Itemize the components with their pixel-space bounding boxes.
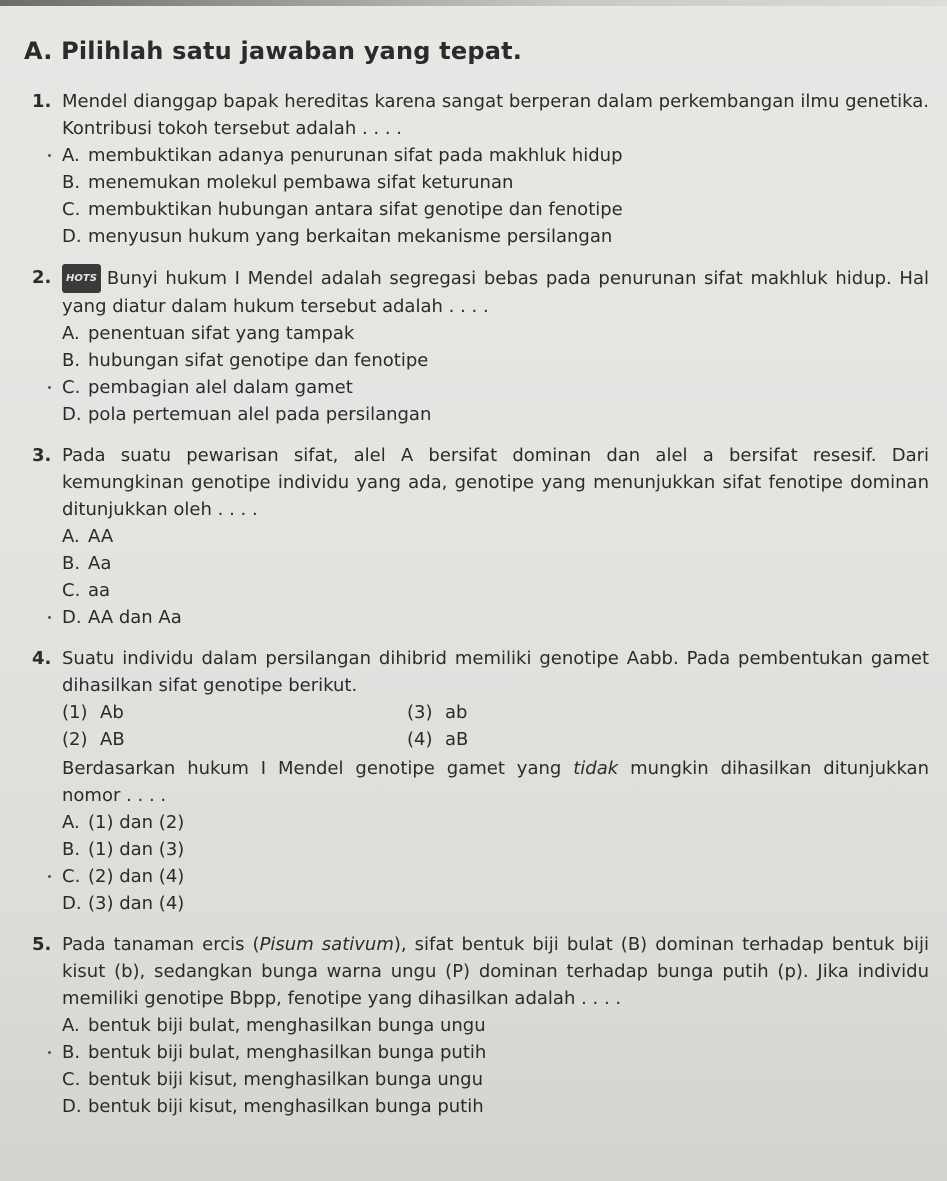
option-letter: A. [62, 812, 80, 833]
option-text: penentuan sifat yang tampak [88, 323, 355, 344]
question-body: Pada tanaman ercis ( [62, 934, 260, 955]
option-c[interactable] [62, 577, 929, 604]
option-text: Aa [88, 553, 112, 574]
option-letter: C. [62, 866, 81, 887]
option-text: bentuk biji kisut, menghasilkan bunga putih [88, 1096, 484, 1117]
answer-options [62, 523, 929, 631]
page-top-edge [0, 0, 947, 6]
option-text: pembagian alel dalam gamet [88, 377, 353, 398]
option-text: aa [88, 580, 111, 601]
option-c[interactable] [62, 863, 929, 890]
option-letter: C. [62, 199, 81, 220]
gamet-list [62, 699, 929, 753]
pencil-mark [48, 616, 51, 619]
question-text: Suatu individu dalam persilangan dihibrid memiliki genotipe Aabb. Pada pembentukan gamet dihasilkan sifat genotipe berikut. [62, 648, 929, 696]
option-letter: C. [62, 580, 81, 601]
option-b[interactable] [62, 550, 929, 577]
question-text: Pada suatu pewarisan sifat, alel A bersifat dominan dan alel a bersifat resesif. Dari kemungkinan genotipe individu yang ada, genotipe yang menunjukkan sifat fenotipe dominan ditunjukkan oleh . . . . [62, 445, 929, 520]
gamet-item [62, 699, 407, 726]
option-text: bentuk biji bulat, menghasilkan bunga ungu [88, 1015, 486, 1036]
option-a[interactable] [62, 523, 929, 550]
option-text: menyusun hukum yang berkaitan mekanisme persilangan [88, 226, 613, 247]
option-text: AA dan Aa [88, 607, 182, 628]
followup-text: Berdasarkan hukum I Mendel genotipe gamet yang [62, 758, 574, 779]
question-2 [24, 264, 929, 428]
item-text: ab [445, 702, 468, 723]
hots-badge: HOTS [62, 264, 101, 293]
species-name: Pisum sativum [259, 934, 394, 955]
question-body: ), sifat bentuk biji bulat (B) dominan terhadap bentuk biji kisut (b), sedangkan bunga warna ungu (P) dominan terhadap bunga putih (p). Jika individu memiliki genotipe Bbpp, fenotipe yang dihasilkan adalah . . . . [62, 934, 929, 1009]
option-letter: A. [62, 1015, 80, 1036]
question-3 [24, 442, 929, 631]
section-title: A. Pilihlah satu jawaban yang tepat. [24, 37, 523, 65]
option-letter: A. [62, 526, 80, 547]
option-d[interactable] [62, 401, 929, 428]
option-letter: D. [62, 226, 82, 247]
option-c[interactable] [62, 374, 929, 401]
option-a[interactable] [62, 1012, 929, 1039]
question-text [62, 264, 929, 320]
option-c[interactable] [62, 1066, 929, 1093]
question-5 [24, 931, 929, 1120]
question-number: 1. [32, 91, 52, 112]
question-1 [24, 88, 929, 250]
followup-emphasis: tidak [573, 758, 619, 779]
option-b[interactable] [62, 347, 929, 374]
option-b[interactable] [62, 169, 929, 196]
option-a[interactable] [62, 142, 929, 169]
answer-options [62, 1012, 929, 1120]
pencil-mark [48, 875, 51, 878]
question-body: Bunyi hukum I Mendel adalah segregasi bebas pada penurunan sifat makhluk hidup. Hal yang diatur dalam hukum tersebut adalah . . . . [62, 268, 929, 317]
option-letter: B. [62, 350, 81, 371]
gamet-item [407, 726, 707, 753]
answer-options [62, 809, 929, 917]
option-b[interactable] [62, 836, 929, 863]
option-letter: B. [62, 172, 81, 193]
option-c[interactable] [62, 196, 929, 223]
question-4 [24, 645, 929, 917]
gamet-item [62, 726, 407, 753]
item-number: (1) [62, 702, 88, 723]
option-text: hubungan sifat genotipe dan fenotipe [88, 350, 429, 371]
question-number: 4. [32, 648, 52, 669]
pencil-mark [48, 1051, 51, 1054]
answer-options [62, 320, 929, 428]
item-text: AB [100, 729, 125, 750]
option-text: (2) dan (4) [88, 866, 185, 887]
option-letter: D. [62, 1096, 82, 1117]
option-d[interactable] [62, 1093, 929, 1120]
followup-text: mungkin dihasilkan ditunjukkan nomor . . . . [62, 758, 929, 806]
option-text: membuktikan adanya penurunan sifat pada makhluk hidup [88, 145, 623, 166]
option-letter: A. [62, 323, 80, 344]
pencil-mark [48, 386, 51, 389]
option-text: bentuk biji kisut, menghasilkan bunga ungu [88, 1069, 483, 1090]
item-number: (3) [407, 702, 433, 723]
option-text: bentuk biji bulat, menghasilkan bunga putih [88, 1042, 487, 1063]
option-text: (3) dan (4) [88, 893, 185, 914]
option-letter: C. [62, 377, 81, 398]
question-number: 5. [32, 934, 52, 955]
option-b[interactable] [62, 1039, 929, 1066]
option-text: AA [88, 526, 114, 547]
question-number: 2. [32, 267, 52, 288]
option-text: (1) dan (2) [88, 812, 185, 833]
option-d[interactable] [62, 604, 929, 631]
pencil-mark [48, 154, 51, 157]
option-a[interactable] [62, 809, 929, 836]
option-letter: D. [62, 893, 82, 914]
gamet-item [407, 699, 707, 726]
item-text: Ab [100, 702, 124, 723]
item-text: aB [445, 729, 469, 750]
option-letter: B. [62, 553, 81, 574]
option-letter: A. [62, 145, 80, 166]
option-d[interactable] [62, 223, 929, 250]
worksheet-page [24, 36, 929, 1134]
option-letter: D. [62, 404, 82, 425]
option-text: pola pertemuan alel pada persilangan [88, 404, 432, 425]
question-followup [62, 755, 929, 809]
question-number: 3. [32, 445, 52, 466]
option-a[interactable] [62, 320, 929, 347]
option-letter: B. [62, 839, 81, 860]
option-letter: D. [62, 607, 82, 628]
answer-options [62, 142, 929, 250]
option-text: menemukan molekul pembawa sifat keturunan [88, 172, 514, 193]
option-d[interactable] [62, 890, 929, 917]
item-number: (2) [62, 729, 88, 750]
question-text [62, 931, 929, 1012]
item-number: (4) [407, 729, 433, 750]
option-text: (1) dan (3) [88, 839, 185, 860]
option-letter: C. [62, 1069, 81, 1090]
option-text: membuktikan hubungan antara sifat genotipe dan fenotipe [88, 199, 623, 220]
option-letter: B. [62, 1042, 81, 1063]
question-text: Mendel dianggap bapak hereditas karena sangat berperan dalam perkembangan ilmu genetika. Kontribusi tokoh tersebut adalah . . . . [62, 91, 929, 139]
